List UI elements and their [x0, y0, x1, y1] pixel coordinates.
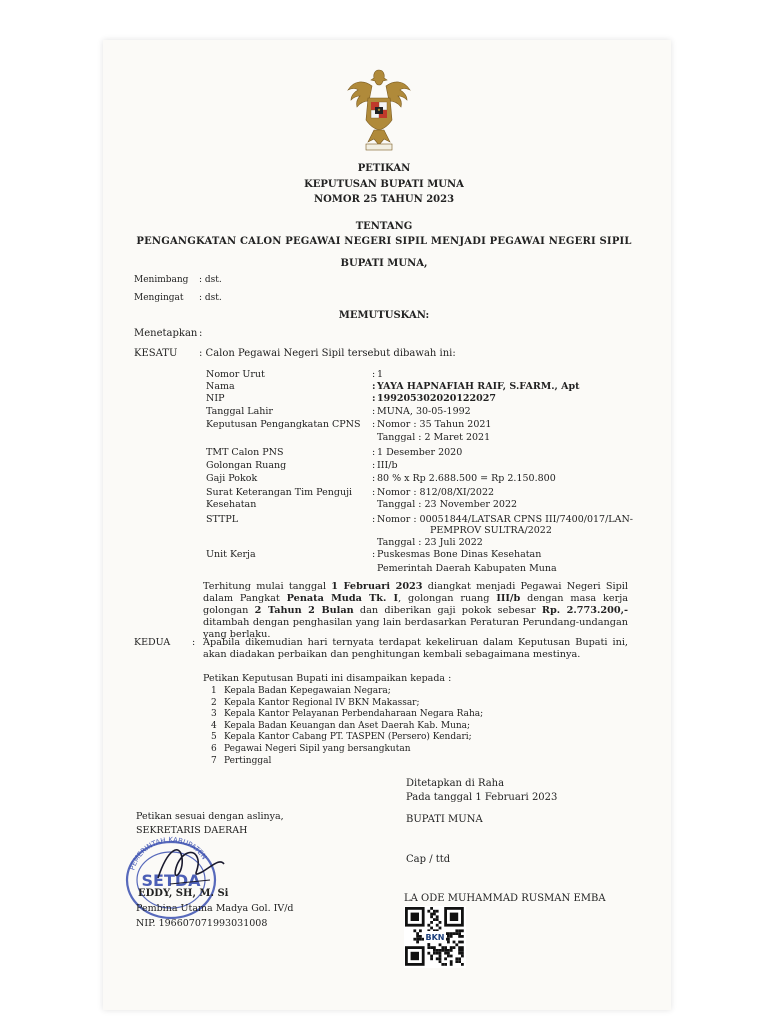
field-value-sttpl-nomor: Nomor : 00051844/LATSAR CPNS III/7400/017/LAN- — [377, 514, 633, 525]
distribusi-item-number: 5 — [211, 732, 217, 743]
distribusi-intro: Petikan Keputusan Bupati ini disampaikan kepada : — [203, 673, 452, 684]
field-colon: : — [372, 419, 376, 430]
field-colon: : — [372, 381, 376, 392]
field-value-tanggal-lahir: MUNA, 30-05-1992 — [377, 406, 471, 417]
field-label-keputusan-cpns: Keputusan Pengangkatan CPNS — [206, 419, 361, 430]
field-value-nip: 199205302020122027 — [377, 393, 496, 404]
header-tentang: TENTANG — [355, 221, 413, 232]
distribusi-item: Kepala Badan Kepegawaian Negara; — [224, 686, 391, 696]
distribusi-item-number: 4 — [211, 720, 217, 731]
sekda-name: EDDY, SH, M. Si — [138, 888, 229, 899]
sekda-nip: NIP. 196607071993031008 — [136, 918, 268, 929]
kesatu-value: : Calon Pegawai Negeri Sipil tersebut dibawah ini: — [199, 348, 456, 359]
header-keputusan: KEPUTUSAN BUPATI MUNA — [304, 179, 464, 190]
field-colon: : — [372, 393, 376, 404]
penetapan-paragraph: Terhitung mulai tanggal 1 Februari 2023 diangkat menjadi Pegawai Negeri Sipil dalam Pangkat Penata Muda Tk. I, golongan ruang III/b dengan masa kerja golongan 2 Tahun 2 Bulan dan diberikan gaji pokok sebesar Rp. 2.773.200,- ditambah dengan penghasilan yang lain berdasarkan Peraturan Perundang-undangan yang berlaku. — [203, 581, 628, 640]
kedua-label: KEDUA — [134, 637, 171, 648]
field-label-sket-1: Surat Keterangan Tim Penguji — [206, 487, 353, 498]
distribusi-item-number: 6 — [211, 744, 217, 754]
distribusi-item: Kepala Kantor Cabang PT. TASPEN (Persero) Kendari; — [224, 732, 472, 743]
distribusi-item-number: 2 — [211, 697, 217, 708]
kedua-text: Apabila dikemudian hari ternyata terdapat kekeliruan dalam Keputusan Bupati ini, akan diadakan perbaikan dan penghitungan kembali sebagaimana mestinya. — [203, 637, 628, 660]
distribusi-item: Kepala Badan Keuangan dan Aset Daerah Kab. Muna; — [224, 720, 471, 731]
field-value-unit-1: Puskesmas Bone Dinas Kesehatan — [377, 549, 542, 560]
field-label-nomor-urut: Nomor Urut — [206, 369, 265, 380]
menimbang-label: Menimbang — [134, 275, 189, 285]
signature-sekda — [150, 838, 230, 893]
field-value-sket-nomor: Nomor : 812/08/XI/2022 — [377, 487, 495, 498]
field-value-keputusan-tanggal: Tanggal : 2 Maret 2021 — [377, 432, 491, 443]
distribusi-item: Kepala Kantor Pelayanan Perbendaharaan Negara Raha; — [224, 709, 484, 720]
distribusi-item-number: 3 — [211, 709, 217, 720]
field-colon: : — [372, 460, 376, 471]
field-label-gaji: Gaji Pokok — [206, 473, 258, 484]
field-colon: : — [372, 406, 376, 417]
field-label-tanggal-lahir: Tanggal Lahir — [206, 406, 273, 417]
bupati-title: BUPATI MUNA — [406, 814, 483, 825]
field-value-nomor-urut: 1 — [377, 369, 384, 380]
field-value-tmt: 1 Desember 2020 — [377, 447, 463, 458]
mengingat-value: : dst. — [199, 293, 222, 303]
menetapkan-value: : — [199, 328, 203, 339]
field-label-unit-kerja: Unit Kerja — [206, 549, 256, 560]
field-value-sket-tanggal: Tanggal : 23 November 2022 — [377, 499, 518, 510]
field-colon: : — [372, 447, 376, 458]
sekretaris-daerah: SEKRETARIS DAERAH — [136, 825, 248, 836]
ditetapkan-tanggal: Pada tanggal 1 Februari 2023 — [406, 792, 558, 803]
header-bupati: BUPATI MUNA, — [340, 258, 428, 269]
field-value-sttpl-tanggal: Tanggal : 23 Juli 2022 — [377, 537, 483, 548]
memutuskan-heading: MEMUTUSKAN: — [338, 310, 430, 321]
stamp-center-text: SETDA — [141, 871, 201, 890]
header-petikan: PETIKAN — [357, 163, 411, 174]
field-value-keputusan-nomor: Nomor : 35 Tahun 2021 — [377, 419, 492, 430]
field-label-tmt: TMT Calon PNS — [206, 447, 284, 458]
field-colon: : — [372, 549, 376, 560]
field-colon: : — [372, 473, 376, 484]
stamp-arc-text: PEMERINTAH KABUPATEN — [128, 835, 209, 872]
field-colon: : — [372, 487, 376, 498]
field-label-golongan: Golongan Ruang — [206, 460, 287, 471]
distribusi-item: Kepala Kantor Regional IV BKN Makassar; — [224, 697, 420, 708]
qr-label: BKN — [425, 933, 445, 942]
kesatu-label: KESATU — [134, 348, 178, 359]
cap-ttd: Cap / ttd — [406, 854, 451, 865]
field-value-nama: YAYA HAPNAFIAH RAIF, S.FARM., Apt — [377, 381, 580, 392]
distribusi-item: Pegawai Negeri Sipil yang bersangkutan — [224, 744, 411, 754]
field-label-sttpl: STTPL — [206, 514, 239, 525]
distribusi-item: Pertinggal — [224, 755, 272, 766]
petikan-sesuai: Petikan sesuai dengan aslinya, — [136, 811, 284, 822]
field-value-gaji: 80 % x Rp 2.688.500 = Rp 2.150.800 — [377, 473, 556, 484]
header-nomor: NOMOR 25 TAHUN 2023 — [313, 194, 455, 205]
bupati-name: LA ODE MUHAMMAD RUSMAN EMBA — [404, 893, 606, 904]
kedua-colon: : — [192, 637, 196, 648]
menetapkan-label: Menetapkan — [134, 328, 198, 339]
sekda-rank: Pembina Utama Madya Gol. IV/d — [136, 903, 294, 914]
field-label-sket-2: Kesehatan — [206, 499, 257, 510]
distribusi-item-number: 1 — [211, 686, 217, 696]
ditetapkan-tempat: Ditetapkan di Raha — [406, 778, 505, 789]
field-colon: : — [372, 369, 376, 380]
field-value-sttpl-nomor-cont: PEMPROV SULTRA/2022 — [430, 525, 552, 536]
field-label-nama: Nama — [206, 381, 235, 392]
garuda-emblem — [344, 66, 414, 154]
distribusi-item-number: 7 — [211, 755, 217, 766]
field-value-golongan: III/b — [377, 460, 398, 471]
qr-code — [404, 906, 466, 968]
menimbang-value: : dst. — [199, 275, 222, 285]
header-judul: PENGANGKATAN CALON PEGAWAI NEGERI SIPIL MENJADI PEGAWAI NEGERI SIPIL — [136, 236, 632, 247]
field-colon: : — [372, 514, 376, 525]
mengingat-label: Mengingat — [134, 293, 184, 303]
field-label-nip: NIP — [206, 393, 225, 404]
field-value-unit-2: Pemerintah Daerah Kabupaten Muna — [377, 563, 557, 574]
